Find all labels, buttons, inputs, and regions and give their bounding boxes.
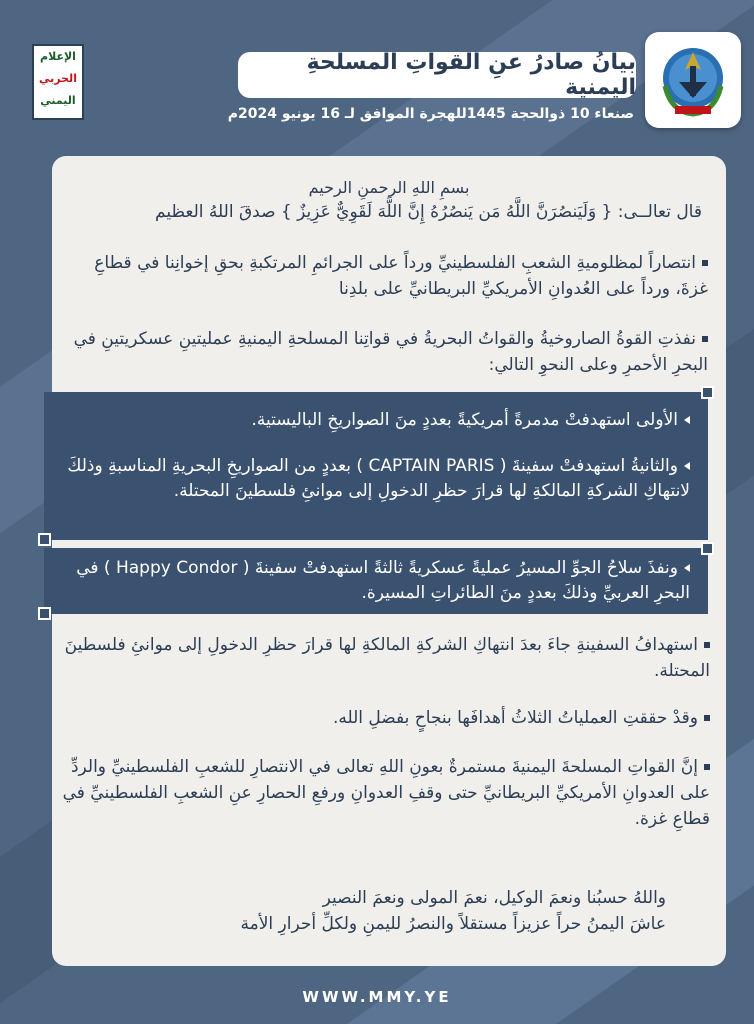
media-logo-line1: الإعلام [40,50,76,63]
bullet-icon [704,764,710,770]
box-corner [701,386,714,399]
paragraph-3: استهدافُ السفينةِ جاءَ بعدَ انتهاكِ الشركةِ المالكةِ لها قرارَ حظرِ الدخولِ إلى موانئِ فلسطينَ المحتلة. [64,635,710,681]
page-title: بيانُ صادرُ عنِ القواتِ المسلحةِ اليمنية [238,52,636,98]
paragraph-2: نفذتِ القوةُ الصاروخيةُ والقواتُ البحريةُ في قواتِنا المسلحةِ اليمنيةِ عمليتينِ عسكريتينِ في البحرِ الأحمرِ وعلى النحوِ التالي: [73,329,708,375]
military-media-logo [32,44,84,120]
paragraph-4: وقدْ حققتِ العملياتُ الثلاثُ أهدافَها بنجاحٍ بفضلِ الله. [60,706,710,730]
media-logo-line3: اليمني [40,94,76,107]
operation-1: الأولى استهدفتْ مدمرةً أمريكيةً بعددٍ منَ الصواريخِ الباليستية. [60,408,690,433]
box-corner [38,607,51,620]
quran-verse: قال تعالــى: { وَلَيَنصُرَنَّ اللَّهُ مَن يَنصُرُهُ إِنَّ اللَّهَ لَقَوِيٌّ عَزِيزٌ } صدقَ اللهُ العظيم [155,202,702,222]
triangle-bullet-icon [684,564,690,572]
closing-line-1: واللهُ حسبُنا ونعمَ الوكيل، نعمَ المولى ونعمَ النصير [322,888,666,908]
paragraph-1: انتصاراً لمظلوميةِ الشعبِ الفلسطينيِّ ورداً على الجرائمِ المرتكبةِ بحقِ إخوانِنا في قطاعِ غزةَ، ورداً على العُدوانِ الأمريكيِّ البريطانيِّ على بلدِنا [94,253,708,299]
triangle-bullet-icon [684,416,690,424]
operations-box-1 [44,392,708,540]
bullet-icon [702,260,708,266]
footer-url[interactable]: WWW.MMY.YE [302,988,452,1006]
dateline: صنعاء 10 ذوالحجة 1445للهجرة الموافق لـ 16 يونيو 2024م [227,106,634,122]
triangle-bullet-icon [684,462,690,470]
box-corner [38,533,51,546]
armed-forces-emblem-box [645,32,741,128]
closing-line-2: عاشَ اليمنُ حراً عزيزاً مستقلاً والنصرُ لليمنِ ولكلِّ أحرارِ الأمة [240,914,666,934]
bullet-icon [702,336,708,342]
bullet-icon [704,715,710,721]
armed-forces-emblem-icon [657,42,729,118]
operation-2: والثانيةُ استهدفتْ سفينةَ ( CAPTAIN PARIS ) بعددٍ من الصواريخِ البحريةِ المناسبةِ وذلكَ لانتهاكِ الشركةِ المالكةِ لها قرارَ حظرِ الدخولِ إلى موانئِ فلسطينَ المحتلة. [67,456,690,501]
operation-3: ونفذَ سلاحُ الجوِّ المسيرُ عمليةً عسكريةً ثالثةً استهدفتْ سفينةَ ( Happy Condor ) في البحرِ العربيِّ وذلكَ بعددٍ منَ الطائراتِ المسيرة. [76,558,690,603]
basmala: بسمِ اللهِ الرحمنِ الرحيم [308,178,470,197]
paragraph-5: إنَّ القواتِ المسلحةَ اليمنيةَ مستمرةٌ بعونِ اللهِ تعالى في الانتصارِ للشعبِ الفلسطينيِّ والردِّ على العدوانِ الأمريكيِّ البريطانيِّ حتى وقفِ العدوانِ ورفعِ الحصارِ عنِ الشعبِ الفلسطينيِّ في قطاعِ غزة. [62,757,710,829]
media-logo-line2: الحربي [39,72,77,85]
box-corner [701,542,714,555]
operations-box-2 [44,548,708,614]
bullet-icon [704,642,710,648]
